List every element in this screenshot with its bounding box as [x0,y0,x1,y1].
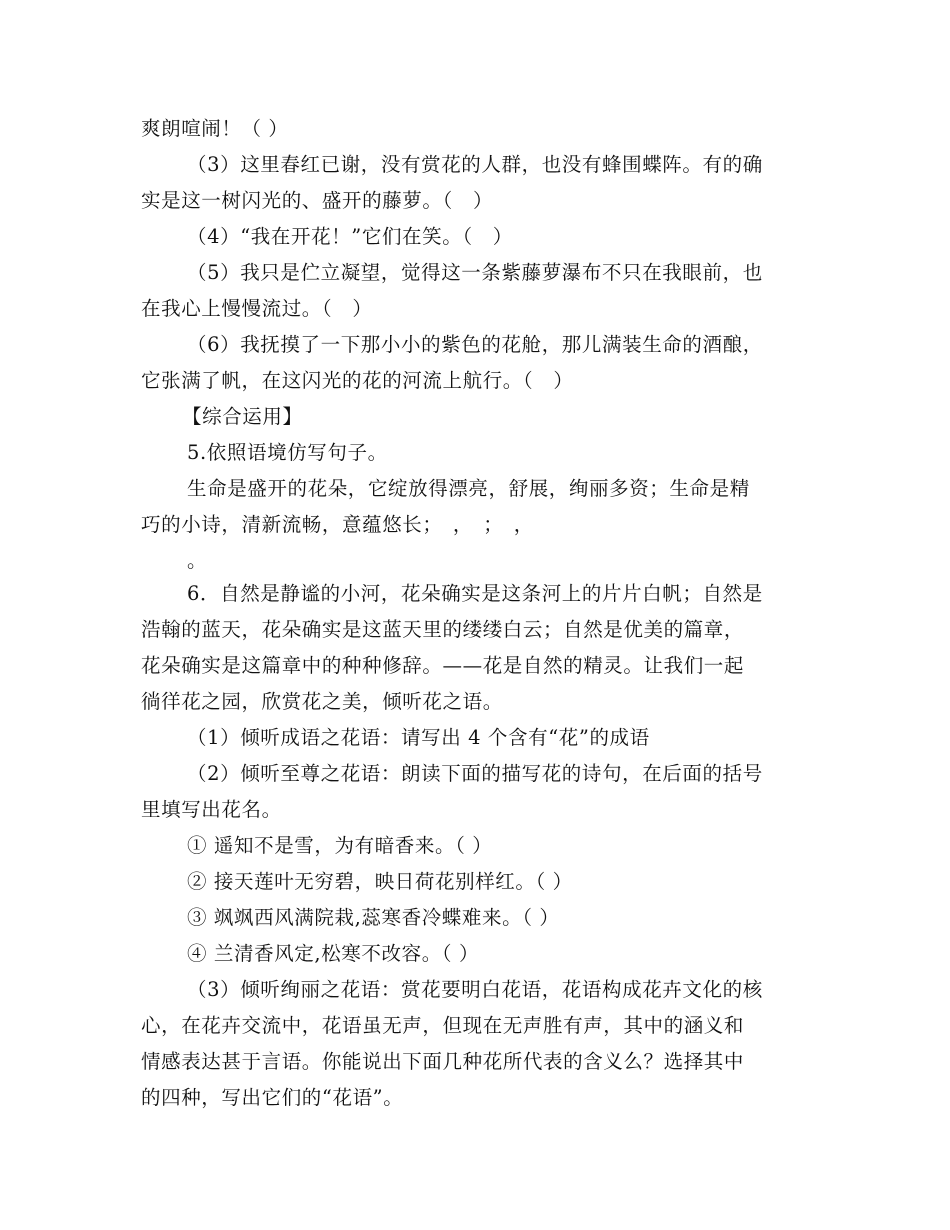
text-line: （1）倾听成语之花语：请写出 4 个含有“花”的成语 [187,726,650,749]
text-line: （4）“我在开花！”它们在笑。（ ） [187,225,513,248]
text-line: 它张满了帆，在这闪光的花的河流上航行。（ ） [141,369,574,392]
text-line: 浩翰的蓝天，花朵确实是这蓝天里的缕缕白云；自然是优美的篇章， [141,618,745,641]
poem-item: ④ 兰清香风定,松寒不改容。（ ） [187,942,480,965]
text-line: 里填写出花名。 [141,798,282,821]
poem-item: ③ 飒飒西风满院栽,蕊寒香冷蝶难来。（ ） [187,906,560,929]
text-line: 的四种，写出它们的“花语”。 [141,1086,404,1109]
text-line: （3）这里春红已谢，没有赏花的人群，也没有蜂围蝶阵。有的确 [187,153,763,176]
section-heading: 【综合运用】 [182,405,303,428]
text-line: 花朵确实是这篇章中的种种修辞。——花是自然的精灵。让我们一起 [141,654,745,677]
text-line: （3）倾听绚丽之花语：赏花要明白花语，花语构成花卉文化的核 [187,978,763,1001]
text-line: 在我心上慢慢流过。（ ） [141,297,373,320]
text-line: 徜徉花之园，欣赏花之美，倾听花之语。 [141,690,503,713]
text-line: 。 [187,549,208,572]
text-line: 心，在花卉交流中，花语虽无声，但现在无声胜有声，其中的涵义和 [141,1014,745,1037]
text-line: （6）我抚摸了一下那小小的紫色的花舱，那儿满装生命的酒酿， [187,333,763,356]
text-line: 情感表达甚于言语。你能说出下面几种花所代表的含义么？选择其中 [141,1050,745,1073]
poem-item: ② 接天莲叶无穷碧，映日荷花别样红。（ ） [187,870,573,893]
text-line: 6．自然是静谧的小河，花朵确实是这条河上的片片白帆；自然是 [187,582,763,605]
text-line: （5）我只是伫立凝望，觉得这一条紫藤萝瀑布不只在我眼前，也 [187,261,763,284]
text-line: 爽朗喧闹！（ ） [141,117,289,140]
text-line: 生命是盛开的花朵，它绽放得漂亮，舒展，绚丽多资；生命是精 [187,477,750,500]
text-line: 实是这一树闪光的、盛开的藤萝。（ ） [141,189,494,212]
question-heading: 5.依照语境仿写句子。 [187,441,388,464]
text-line: 巧的小诗，清新流畅，意蕴悠长； ， ； ， [141,513,534,536]
poem-item: ① 遥知不是雪，为有暗香来。（ ） [187,834,493,857]
text-line: （2）倾听至尊之花语：朗读下面的描写花的诗句，在后面的括号 [187,762,763,785]
